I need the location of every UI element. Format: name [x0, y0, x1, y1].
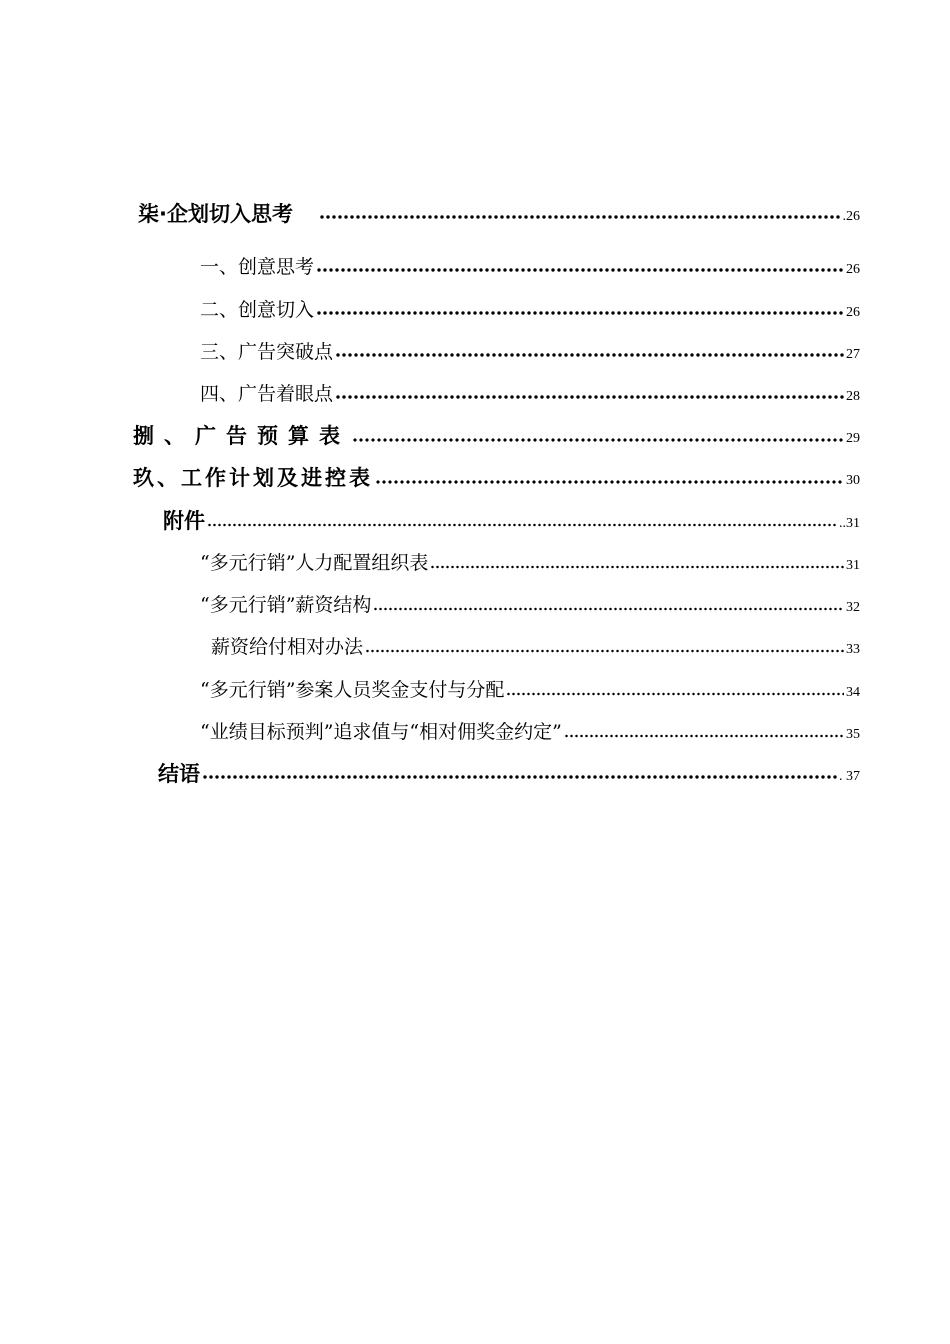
toc-title: 附件 [163, 509, 205, 533]
toc-entry-performance-target[interactable] [200, 718, 860, 746]
dot-leader [352, 422, 844, 450]
toc-entry-creative-thinking[interactable] [200, 253, 860, 281]
toc-entry-salary-payment[interactable] [211, 633, 860, 661]
dot-leader [564, 718, 844, 746]
dot-leader [316, 296, 844, 324]
toc-entry-attachments[interactable] [163, 507, 860, 535]
dot-leader [335, 380, 844, 408]
toc-page-number: 35 [846, 727, 860, 742]
toc-page-number: 32 [846, 600, 860, 615]
toc-title: 捌、广告预算表 [133, 424, 350, 448]
toc-page-number: 26 [846, 305, 860, 320]
toc-entry-ad-budget[interactable] [133, 422, 860, 450]
toc-entry-work-plan[interactable] [133, 464, 860, 492]
dot-leader [506, 676, 844, 704]
toc-entry-planning[interactable] [138, 200, 860, 228]
toc-entry-salary-structure[interactable] [200, 591, 860, 619]
toc-title: 一、创意思考 [200, 256, 315, 278]
toc-page-number: 30 [846, 473, 860, 488]
toc-page-number: .26 [842, 209, 860, 224]
dot-leader [202, 760, 837, 788]
toc-entry-conclusion[interactable] [158, 760, 860, 788]
toc-entry-ad-focus[interactable] [200, 380, 860, 408]
toc-title: 玖、工作计划及进控表 [133, 466, 373, 490]
toc-title: 结语 [158, 762, 200, 786]
toc-page-number: 27 [846, 347, 860, 362]
toc-title: 柒·企划切入思考 [138, 202, 293, 226]
toc-entry-creative-entry[interactable] [200, 296, 860, 324]
toc-page-number: 33 [846, 642, 860, 657]
toc-title: 三、广告突破点 [200, 341, 334, 363]
toc-page-number: 34 [846, 685, 860, 700]
dot-leader [373, 591, 844, 619]
dot-leader [375, 464, 844, 492]
dot-leader [335, 338, 844, 366]
toc-page-number: . 37 [839, 769, 860, 784]
toc-title: 薪资给付相对办法 [211, 636, 364, 658]
toc-page-number: 29 [846, 431, 860, 446]
toc-title: 二、创意切入 [200, 299, 315, 321]
toc-title: “业绩目标预判”追求值与“相对佣奖金约定” [200, 721, 562, 743]
dot-leader [430, 549, 844, 577]
toc-title: “多元行销”人力配置组织表 [200, 552, 429, 574]
toc-entry-bonus-distribution[interactable] [200, 676, 860, 704]
toc-entry-staffing-chart[interactable] [200, 549, 860, 577]
toc-page-number: 28 [846, 389, 860, 404]
toc-page-number: 26 [846, 262, 860, 277]
dot-leader [316, 253, 844, 281]
toc-title: “多元行销”参案人员奖金支付与分配 [200, 679, 505, 701]
dot-leader [365, 633, 844, 661]
toc-page-number: 31 [846, 558, 860, 573]
toc-entry-ad-breakthrough[interactable] [200, 338, 860, 366]
dot-leader [207, 507, 837, 535]
toc-page-number: ..31 [839, 516, 860, 531]
toc-title: 四、广告着眼点 [200, 383, 334, 405]
toc-title: “多元行销”薪资结构 [200, 594, 372, 616]
dot-leader [319, 200, 841, 228]
